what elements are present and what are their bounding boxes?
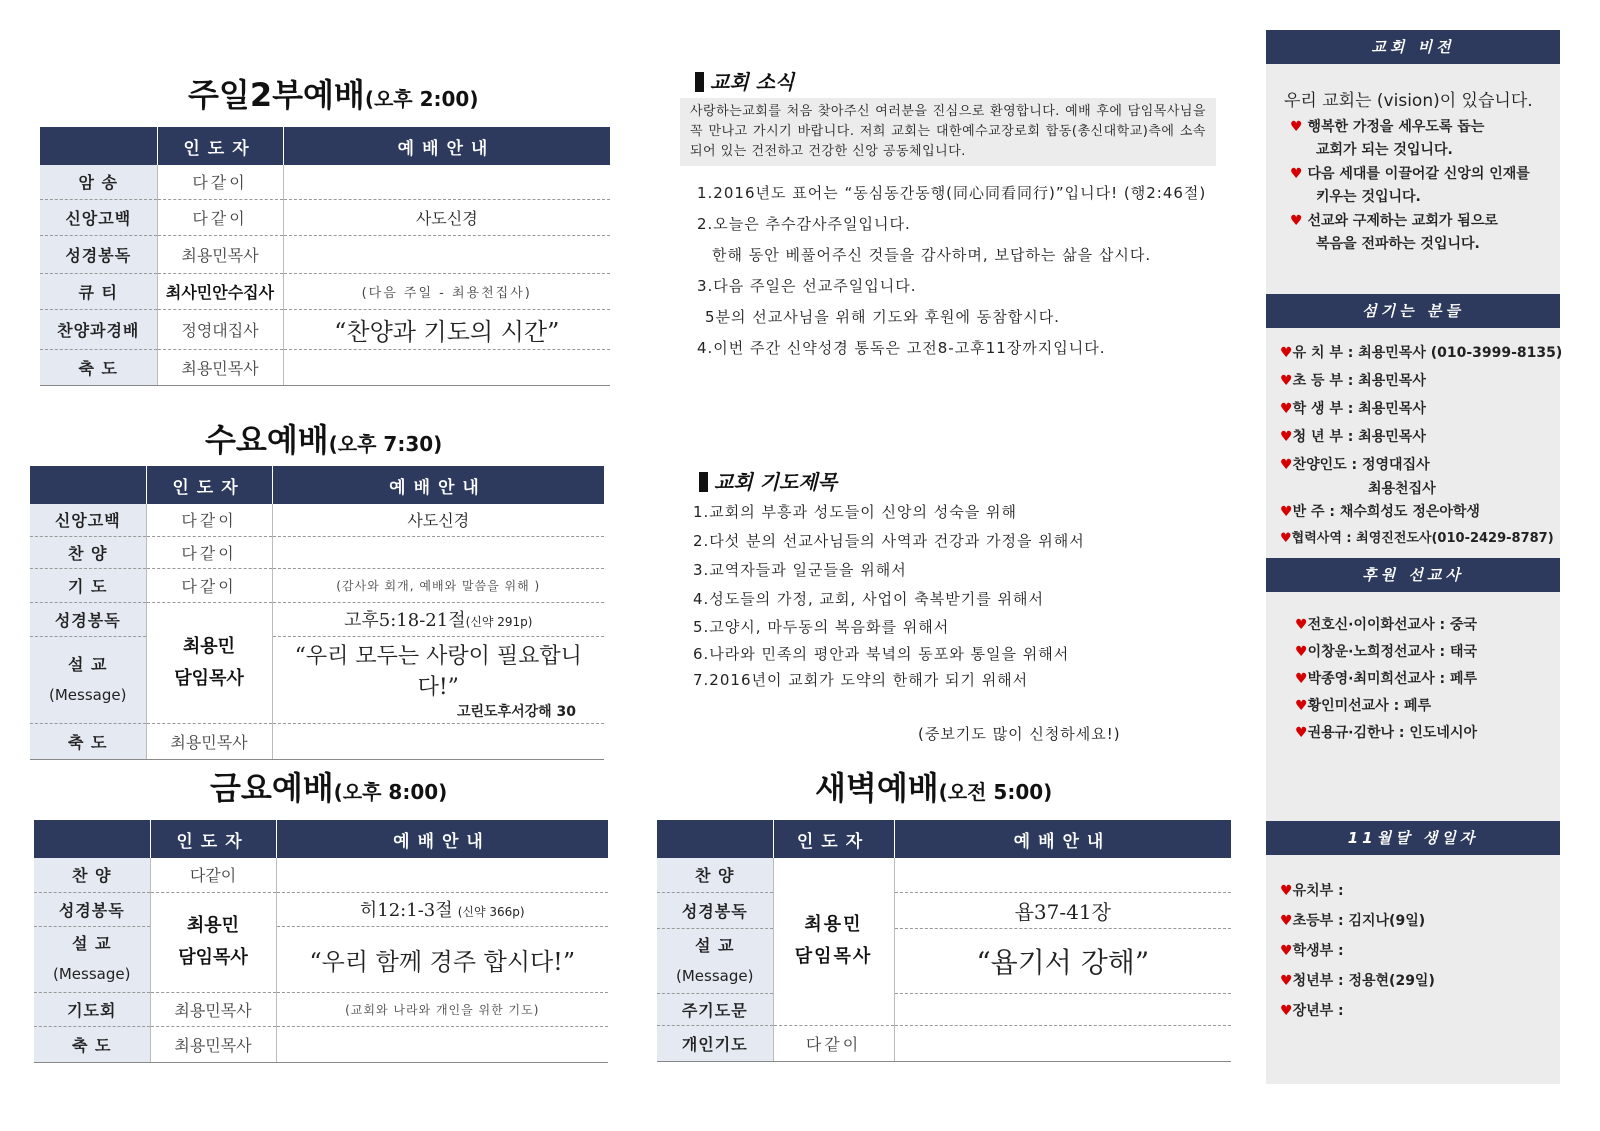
table-row: [657, 1025, 1231, 1061]
row-info: [283, 235, 610, 273]
sunday-time: (오후 2:00): [364, 87, 479, 111]
dawn-title: [815, 763, 1052, 809]
row-label: 찬양과경배: [40, 309, 157, 349]
table-header: [34, 820, 608, 858]
table-row: [657, 858, 1231, 892]
birthday-item: [1280, 970, 1435, 990]
row-label: 축 도: [40, 349, 157, 385]
row-label: 찬 양: [657, 858, 773, 892]
servant-item-cont: 최용천집사: [1368, 481, 1436, 497]
row-leader: 최용민목사: [146, 723, 272, 759]
table-row: [34, 858, 608, 892]
row-info: “찬양과 기도의 시간”: [283, 309, 610, 349]
table-row: [40, 273, 610, 309]
table-row: [657, 892, 1231, 928]
scripture-page: (신약 366p): [457, 905, 525, 919]
sermon-title: “우리 모두는 사랑이 필요합니다!”: [294, 643, 582, 700]
preacher-name: 최용민: [804, 914, 863, 936]
prayer-item: 5.고양시, 마두동의 복음화를 위해서: [693, 618, 950, 636]
table-row: [40, 349, 610, 385]
missionary-item-text: 박종영·최미희선교사 : 페루: [1307, 671, 1477, 687]
news-item: 3.다음 주일은 선교주일입니다.: [697, 277, 917, 295]
row-leader: 다같이: [146, 536, 272, 568]
table-row: [657, 928, 1231, 993]
vision-item: [1290, 210, 1498, 230]
row-info: “우리 함께 경주 합시다!”: [276, 926, 608, 992]
missionary-item: [1295, 641, 1477, 661]
row-label-sub: (Message): [53, 965, 131, 983]
birthday-item: [1280, 1000, 1344, 1020]
servant-item-text: 반 주 : 채수희성도 정은아학생: [1292, 504, 1480, 520]
header-blank: [40, 127, 157, 165]
table-row: [40, 199, 610, 235]
servant-item-text: 협력사역 : 최영진전도사(010-2429-8787): [1291, 531, 1554, 546]
row-info: 욥37-41장: [894, 892, 1231, 928]
news-item: 5분의 선교사님을 위해 기도와 후원에 동참합시다.: [705, 308, 1060, 326]
servant-item-text: 청 년 부 : 최용민목사: [1292, 429, 1426, 445]
preacher-name: 최용민: [186, 915, 240, 936]
servant-item-text: 유 치 부 : 최용민목사 (010-3999-8135): [1292, 345, 1563, 361]
row-info: [283, 349, 610, 385]
prayer-item: 4.성도들의 가정, 교회, 사업이 축복받기를 위해서: [693, 590, 1044, 608]
friday-time: (오후 8:00): [333, 780, 448, 804]
heart-icon: ♥: [1280, 943, 1293, 959]
row-label: 개인기도: [657, 1025, 773, 1061]
row-label-sub: (Message): [49, 685, 127, 704]
vision-item-text: 다음 세대를 이끌어갈 신앙의 인재를: [1307, 166, 1530, 182]
table-row: [657, 993, 1231, 1025]
news-item: 1.2016년도 표어는 “동심동간동행(同心同看同行)”입니다! (행2:46절): [697, 184, 1207, 202]
missionaries-heading: 후원 선교사: [1266, 558, 1560, 592]
row-leader: 다같이: [773, 1025, 894, 1061]
birthday-item-text: 초등부 : 김지나(9일): [1292, 913, 1426, 929]
row-label-text: 설 교: [72, 934, 112, 953]
preacher-cell: [146, 602, 272, 723]
row-info: [272, 536, 604, 568]
table-row: [34, 892, 608, 926]
table-row: [40, 235, 610, 273]
row-label: 기 도: [30, 568, 146, 602]
birthdays-heading: 11월달 생일자: [1266, 821, 1560, 855]
table-row: [30, 504, 604, 536]
table-row: [40, 165, 610, 199]
heart-icon: ♥: [1295, 671, 1308, 687]
row-leader: 최용민목사: [157, 349, 283, 385]
row-leader: 다같이: [150, 858, 276, 892]
row-info: “욥기서 강해”: [894, 928, 1231, 993]
scripture-ref: 히12:1-3절: [359, 900, 453, 921]
table-row: [34, 1026, 608, 1062]
friday-table: [34, 820, 609, 1063]
heart-icon: ♥: [1280, 345, 1293, 361]
row-label: 기도회: [34, 992, 150, 1026]
row-leader: 최용민목사: [150, 1026, 276, 1062]
preacher-name: 최용민: [182, 635, 236, 657]
heart-icon: ♥: [1280, 373, 1293, 389]
row-info: [272, 602, 604, 636]
missionary-item-text: 전호신·이이화선교사 : 중국: [1307, 617, 1477, 633]
row-info: [283, 165, 610, 199]
vision-heading: 교회 비전: [1266, 30, 1560, 64]
wednesday-title: [205, 415, 442, 461]
missionary-item: [1295, 614, 1477, 634]
table-row: [40, 309, 610, 349]
servant-item: [1280, 370, 1426, 390]
birthday-item: [1280, 940, 1344, 960]
servant-item-text: 초 등 부 : 최용민목사: [1292, 373, 1426, 389]
row-info: [272, 636, 604, 723]
news-item: 4.이번 주간 신약성경 통독은 고전8-고후11장까지입니다.: [697, 339, 1106, 357]
missionary-item-text: 권용규·김한나 : 인도네시아: [1307, 725, 1477, 741]
friday-title-text: 금요예배: [210, 769, 334, 807]
row-leader: 다같이: [146, 568, 272, 602]
header-leader: 인도자: [157, 127, 283, 165]
scripture-page: (신약 291p): [465, 615, 533, 629]
vision-item: [1290, 163, 1530, 183]
header-blank: [34, 820, 150, 858]
table-row: [34, 992, 608, 1026]
row-label: 큐 티: [40, 273, 157, 309]
heart-icon: ♥: [1295, 725, 1308, 741]
missionary-item-text: 황인미선교사 : 페루: [1307, 698, 1432, 714]
header-info: 예배안내: [894, 820, 1231, 858]
table-row: [30, 536, 604, 568]
row-info: [276, 858, 608, 892]
row-label: 찬 양: [34, 858, 150, 892]
vision-item-cont: 교회가 되는 것입니다.: [1316, 142, 1453, 158]
preacher-cell: [773, 858, 894, 1025]
row-info: [894, 1025, 1231, 1061]
row-label: [30, 636, 146, 723]
sunday-title-text: 주일2부예배: [188, 76, 365, 114]
sermon-series: 고린도후서강해 30: [456, 703, 576, 720]
row-info: 사도신경: [283, 199, 610, 235]
row-info: [894, 858, 1231, 892]
row-label: 성경봉독: [30, 602, 146, 636]
row-info: (교회와 나라와 개인을 위한 기도): [276, 992, 608, 1026]
servant-item: [1280, 501, 1480, 521]
vision-item: [1290, 116, 1484, 136]
row-label-text: 설 교: [68, 654, 108, 674]
table-header: [657, 820, 1231, 858]
table-header: [30, 466, 604, 504]
preacher-role: 담임목사: [794, 946, 873, 968]
row-label: 신앙고백: [30, 504, 146, 536]
sunday-title: [188, 70, 478, 116]
vision-lead: 우리 교회는 (vision)이 있습니다.: [1284, 91, 1533, 111]
vision-item-text: 행복한 가정을 세우도록 돕는: [1307, 119, 1485, 135]
row-label: 신앙고백: [40, 199, 157, 235]
vision-item-cont: 복음을 전파하는 것입니다.: [1316, 236, 1480, 252]
missionary-item: [1295, 695, 1431, 715]
header-leader: 인도자: [146, 466, 272, 504]
row-label: 축 도: [34, 1026, 150, 1062]
row-label-text: 설 교: [695, 935, 735, 955]
row-label: 성경봉독: [657, 892, 773, 928]
friday-title: [210, 763, 447, 809]
dawn-table: [657, 820, 1232, 1062]
table-header: [40, 127, 610, 165]
birthday-item-text: 학생부 :: [1292, 943, 1344, 959]
row-label: 성경봉독: [34, 892, 150, 926]
row-leader: 최사민안수집사: [157, 273, 283, 309]
row-info: [276, 892, 608, 926]
servant-item: [1280, 342, 1562, 362]
sunday-table: [40, 127, 611, 386]
row-label: 축 도: [30, 723, 146, 759]
heart-icon: ♥: [1280, 504, 1293, 520]
missionary-item: [1295, 668, 1477, 688]
header-info: 예배안내: [283, 127, 610, 165]
header-blank: [657, 820, 773, 858]
servant-item-text: 학 생 부 : 최용민목사: [1292, 401, 1426, 417]
row-label: 성경봉독: [40, 235, 157, 273]
row-leader: 다같이: [157, 165, 283, 199]
heart-icon: ♥: [1280, 457, 1293, 473]
news-intro: 사랑하는교회를 처음 찾아주신 여러분을 진심으로 환영합니다. 예배 후에 담임목사님을 꼭 만나고 가시기 바랍니다. 저희 교회는 대한예수교장로회 합동(총신대학교)측에 소속되어 있는 건전하고 건강한 신앙 공동체입니다.: [680, 98, 1216, 166]
servant-item-text: 찬양인도 : 정영대집사: [1292, 457, 1430, 473]
birthday-item-text: 청년부 : 정용현(29일): [1292, 973, 1435, 989]
row-leader: 최용민목사: [157, 235, 283, 273]
row-leader: 다같이: [157, 199, 283, 235]
prayer-item: 7.2016년이 교회가 도약의 한해가 되기 위해서: [693, 671, 1029, 689]
heart-icon: ♥: [1290, 166, 1303, 182]
servants-heading: 섬기는 분들: [1266, 294, 1560, 328]
preacher-cell: [150, 892, 276, 992]
vision-item-cont: 키우는 것입니다.: [1316, 189, 1421, 205]
header-info: 예배안내: [272, 466, 604, 504]
dawn-time: (오전 5:00): [938, 780, 1053, 804]
header-leader: 인도자: [150, 820, 276, 858]
news-heading: 교회 소식: [695, 66, 794, 95]
heart-icon: ♥: [1280, 883, 1293, 899]
wednesday-time: (오후 7:30): [328, 432, 443, 456]
heart-icon: ♥: [1295, 644, 1308, 660]
prayer-item: 6.나라와 민족의 평안과 북녘의 동포와 통일을 위해서: [693, 645, 1070, 663]
row-label: 암 송: [40, 165, 157, 199]
table-row: [30, 602, 604, 636]
dawn-title-text: 새벽예배: [815, 769, 939, 807]
prayer-heading: 교회 기도제목: [699, 466, 837, 495]
servant-item: [1280, 426, 1426, 446]
row-info: [276, 1026, 608, 1062]
servant-item: [1280, 454, 1430, 474]
missionary-item: [1295, 722, 1477, 742]
preacher-role: 담임목사: [174, 667, 244, 689]
heart-icon: ♥: [1280, 531, 1292, 546]
table-row: [30, 723, 604, 759]
row-label: [34, 926, 150, 992]
birthday-item-text: 유치부 :: [1292, 883, 1344, 899]
missionary-item-text: 이창운·노희정선교사 : 태국: [1307, 644, 1477, 660]
row-info: 사도신경: [272, 504, 604, 536]
heart-icon: ♥: [1295, 698, 1308, 714]
header-info: 예배안내: [276, 820, 608, 858]
row-leader: 정영대집사: [157, 309, 283, 349]
table-row: [30, 568, 604, 602]
prayer-item: 3.교역자들과 일군들을 위해서: [693, 561, 907, 579]
birthday-item: [1280, 880, 1344, 900]
row-label-sub: (Message): [676, 966, 754, 985]
heart-icon: ♥: [1280, 429, 1293, 445]
heart-icon: ♥: [1280, 401, 1293, 417]
heart-icon: ♥: [1290, 119, 1303, 135]
wednesday-table: [30, 466, 605, 760]
prayer-item: 2.다섯 분의 선교사님들의 사역과 건강과 가정을 위해서: [693, 532, 1085, 550]
heart-icon: ♥: [1280, 973, 1293, 989]
heart-icon: ♥: [1280, 1003, 1293, 1019]
row-label: 주기도문: [657, 993, 773, 1025]
heart-icon: ♥: [1295, 617, 1308, 633]
row-info: (다음 주일 - 최용천집사): [283, 273, 610, 309]
header-blank: [30, 466, 146, 504]
row-info: [894, 993, 1231, 1025]
prayer-footer: (중보기도 많이 신청하세요!): [918, 725, 1121, 743]
vision-item-text: 선교와 구제하는 교회가 됨으로: [1307, 213, 1498, 229]
row-label: [657, 928, 773, 993]
wednesday-title-text: 수요예배: [205, 421, 329, 459]
header-leader: 인도자: [773, 820, 894, 858]
table-row: [30, 636, 604, 723]
table-row: [34, 926, 608, 992]
preacher-role: 담임목사: [178, 947, 248, 968]
servant-item: [1280, 398, 1426, 418]
scripture-ref: 고후5:18-21절: [344, 610, 466, 631]
row-info: (감사와 회개, 예배와 말씀을 위해 ): [272, 568, 604, 602]
prayer-item: 1.교회의 부흥과 성도들이 신앙의 성숙을 위해: [693, 503, 1017, 521]
heart-icon: ♥: [1290, 213, 1303, 229]
news-item: 2.오늘은 추수감사주일입니다.: [697, 215, 911, 233]
news-item: 한해 동안 베풀어주신 것들을 감사하며, 보답하는 삶을 삽시다.: [712, 246, 1152, 264]
row-info: [272, 723, 604, 759]
servant-item: [1280, 527, 1554, 546]
row-leader: 다같이: [146, 504, 272, 536]
row-label: 찬 양: [30, 536, 146, 568]
row-leader: 최용민목사: [150, 992, 276, 1026]
birthday-item: [1280, 910, 1425, 930]
heart-icon: ♥: [1280, 913, 1293, 929]
birthday-item-text: 장년부 :: [1292, 1003, 1344, 1019]
